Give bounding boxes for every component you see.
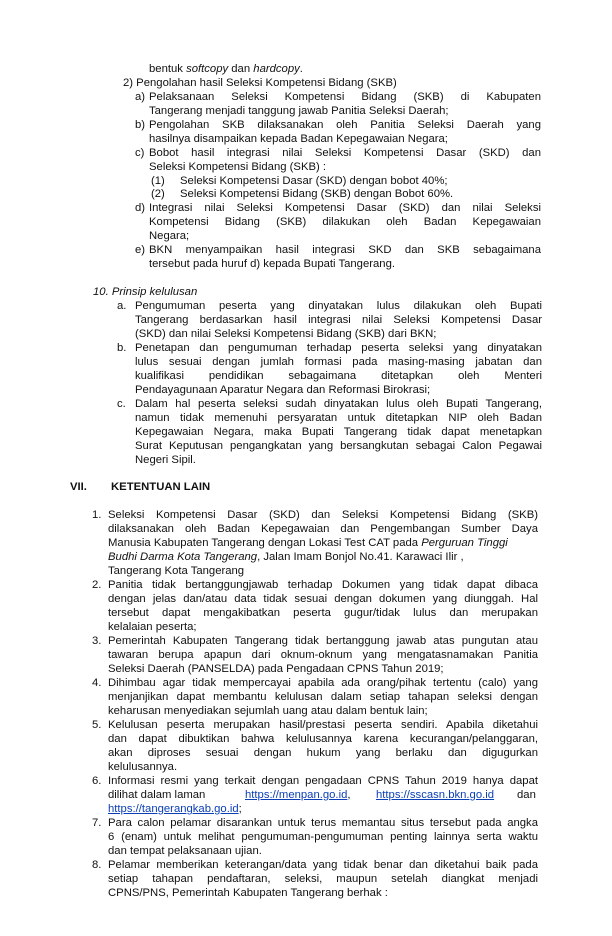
list-marker: a)	[135, 91, 146, 103]
item-8-line: Pelamar memberikan keterangan/data yang tidak benar dan diketahui baik pada	[108, 859, 538, 871]
sub-marker: (2)	[151, 188, 165, 200]
continuation-line	[149, 63, 303, 77]
text: bentuk	[149, 63, 187, 75]
skb-title: 2) Pengolahan hasil Seleksi Kompetensi Bidang (SKB)	[123, 77, 397, 89]
prinsip-a-line: Tangerang berdasarkan hasil integrasi nilai Seleksi Kompetensi Dasar	[135, 314, 542, 326]
text-italic: Budhi Darma Kota Tangerang	[108, 551, 258, 563]
item-8-line: setiap tahapan pendaftaran, seleksi, maupun setelah diangkat menjadi	[108, 873, 538, 885]
link-tangerangkab[interactable]: https://tangerangkab.go.id	[108, 803, 239, 815]
item-number: 3.	[92, 635, 102, 647]
skb-c-line: Seleksi Kompetensi Bidang (SKB) :	[149, 161, 327, 173]
item-number: 1.	[92, 509, 102, 521]
list-marker: b)	[135, 119, 146, 131]
text: ,	[347, 789, 351, 801]
skb-a-line: Pelaksanaan Seleksi Kompetensi Bidang (SKB) di Kabupaten	[149, 91, 541, 103]
prinsip-b-line: kualifikasi pendidikan sebagaimana ditetapkan oleh Menteri	[135, 370, 542, 382]
item-5-line: kelulusannya.	[108, 761, 178, 773]
item-4-line: menjanjikan dapat membantu kelulusan dalam setiap tahapan seleksi dengan	[108, 691, 538, 703]
skb-d-line: Integrasi nilai Seleksi Kompetensi Dasar (SKD) dan nilai Seleksi	[149, 202, 541, 214]
item-4-line: Dihimbau agar tidak mempercayai apabila ada orang/pihak tertentu (calo) yang	[108, 677, 538, 689]
item-5-line: akan diproses sesuai dengan hukum yang berlaku dan digugurkan	[108, 747, 538, 759]
skb-a-line: Tangerang menjadi tanggung jawab Panitia Seleksi Daerah;	[149, 105, 449, 117]
item-1-line	[108, 551, 464, 565]
skb-d-line: Negara;	[149, 230, 190, 242]
item-6-text: dilihat dalam laman	[108, 789, 206, 801]
item-1-line: Tangerang Kota Tangerang	[108, 565, 245, 577]
item-number: 5.	[92, 719, 102, 731]
item-8-line: CPNS/PNS, Pemerintah Kabupaten Tangerang berhak :	[108, 887, 388, 899]
skb-e-line: BKN menyampaikan hasil integrasi SKD dan SKB sebagaimana	[149, 244, 541, 256]
item-6-link-sscasn[interactable]	[376, 789, 494, 803]
item-6-link-menpan[interactable]	[245, 789, 351, 803]
prinsip-c-line: Negeri Sipil.	[135, 454, 196, 466]
text: Manusia Kabupaten Tangerang dengan Lokasi Test CAT pada	[108, 537, 422, 549]
item-7-line: 6 (enam) untuk melihat pengumuman-pengumuman penting lainnya serta waktu	[108, 831, 538, 843]
skb-c-line: Bobot hasil integrasi nilai Seleksi Kompetensi Dasar (SKD) dan	[149, 147, 541, 159]
list-marker: c.	[117, 398, 126, 410]
skb-e-line: tersebut pada huruf d) kepada Bupati Tangerang.	[149, 258, 395, 270]
item-2-line: kelalaian peserta;	[108, 621, 197, 633]
item-3-line: Pemerintah Kabupaten Tangerang tidak bertanggung jawab atas pungutan atau	[108, 635, 538, 647]
prinsip-c-line: Kepegawaian Negara, maka Bupati Tangerang tidak dapat menetapkan	[135, 426, 542, 438]
prinsip-b-line: lulus sesuai dengan jumlah formasi pada masing-masing jabatan dan	[135, 356, 542, 368]
item-1-line: dilaksanakan oleh Badan Kepegawaian dan Pengembangan Sumber Daya	[108, 523, 538, 535]
skb-c-sub: Seleksi Kompetensi Dasar (SKD) dengan bobot 40%;	[180, 175, 448, 187]
item-number: 6.	[92, 775, 102, 787]
item-6-line: Informasi resmi yang terkait dengan pengadaan CPNS Tahun 2019 hanya dapat	[108, 775, 538, 787]
list-marker: d)	[135, 202, 146, 214]
item-3-line: Seleksi Daerah (PANSELDA) pada Pengadaan CPNS Tahun 2019;	[108, 663, 444, 675]
skb-b-line: Pengolahan SKB dilaksanakan oleh Panitia Seleksi Daerah yang	[149, 119, 541, 131]
prinsip-b-line: Pendayagunaan Aparatur Negara dan Reformasi Birokrasi;	[135, 384, 431, 396]
item-number: 8.	[92, 859, 102, 871]
list-marker: e)	[135, 244, 146, 256]
link-sscasn[interactable]: https://sscasn.bkn.go.id	[376, 789, 495, 801]
text: dan	[228, 63, 254, 75]
item-2-line: tersebut dapat mengakibatkan peserta gugur/tidak lulus dan merupakan	[108, 607, 538, 619]
prinsip-c-line: Surat Keputusan pengangkatan yang bersangkutan sebagai Calon Pegawai	[135, 440, 542, 452]
text: .	[299, 63, 303, 75]
list-marker: c)	[135, 147, 145, 159]
prinsip-c-line: Dalam hal peserta seleksi sudah dinyatakan lulus oleh Bupati Tangerang,	[135, 398, 542, 410]
text: ;	[238, 803, 242, 815]
list-marker: b.	[117, 342, 127, 354]
item-2-line: Panitia tidak bertanggungjawab terhadap Dokumen yang tidak dapat dibaca	[108, 579, 538, 591]
list-marker: a.	[117, 300, 127, 312]
skb-c-sub: Seleksi Kompetensi Bidang (SKB) dengan Bobot 60%.	[180, 188, 454, 200]
link-menpan[interactable]: https://menpan.go.id	[245, 789, 348, 801]
item-3-line: tawaran berupa apapun dari oknum-oknum yang mengatasnamakan Panitia	[108, 649, 538, 661]
section-number: VII.	[70, 481, 87, 493]
item-5-line: Kelulusan peserta merupakan hasil/prestasi peserta sendiri. Apabila diketahui	[108, 719, 538, 731]
skb-d-line: Kompetensi Bidang (SKB) dilakukan oleh Badan Kepegawaian	[149, 216, 541, 228]
section-title: KETENTUAN LAIN	[111, 481, 211, 493]
prinsip-a-line: Pengumuman peserta yang dinyatakan lulus dilakukan oleh Bupati	[135, 300, 542, 312]
item-number: 2.	[92, 579, 102, 591]
item-2-line: dengan jelas dan/atau data tidak sesuai dengan dokumen yang diunggah. Hal	[108, 593, 538, 605]
prinsip-b-line: Penetapan dan pengumuman terhadap peserta seleksi yang dinyatakan	[135, 342, 542, 354]
item-1-line	[108, 537, 508, 551]
text-italic: Perguruan Tinggi	[421, 537, 508, 549]
text: , Jalan Imam Bonjol No.41. Karawaci Ilir ,	[257, 551, 464, 563]
item-1-line: Seleksi Kompetensi Dasar (SKD) dan Seleksi Kompetensi Bidang (SKB)	[108, 509, 538, 521]
prinsip-a-line: (SKD) dan nilai Seleksi Kompetensi Bidang (SKB) dari BKN;	[135, 328, 437, 340]
item-number: 7.	[92, 817, 102, 829]
text-italic: softcopy	[186, 63, 229, 75]
item-4-line: keharusan menyediakan sejumlah uang atau dalam bentuk lain;	[108, 705, 428, 717]
item-7-line: dan tempat pelaksanaan ujian.	[108, 845, 262, 857]
prinsip-title: 10. Prinsip kelulusan	[93, 286, 198, 298]
skb-b-line: hasilnya disampaikan kepada Badan Kepegawaian Negara;	[149, 133, 448, 145]
sub-marker: (1)	[151, 175, 165, 187]
item-6-link-tangerangkab[interactable]	[108, 803, 242, 817]
item-6-text: dan	[517, 789, 536, 801]
text-italic: hardcopy	[253, 63, 300, 75]
prinsip-c-line: namun tidak memenuhi persyaratan untuk ditetapkan NIP oleh Badan	[135, 412, 542, 424]
item-5-line: dan dapat dibuktikan bahwa kelulusannya karena kecurangan/pelanggaran,	[108, 733, 538, 745]
item-number: 4.	[92, 677, 102, 689]
item-7-line: Para calon pelamar disarankan untuk terus memantau situs tersebut pada angka	[108, 817, 538, 829]
